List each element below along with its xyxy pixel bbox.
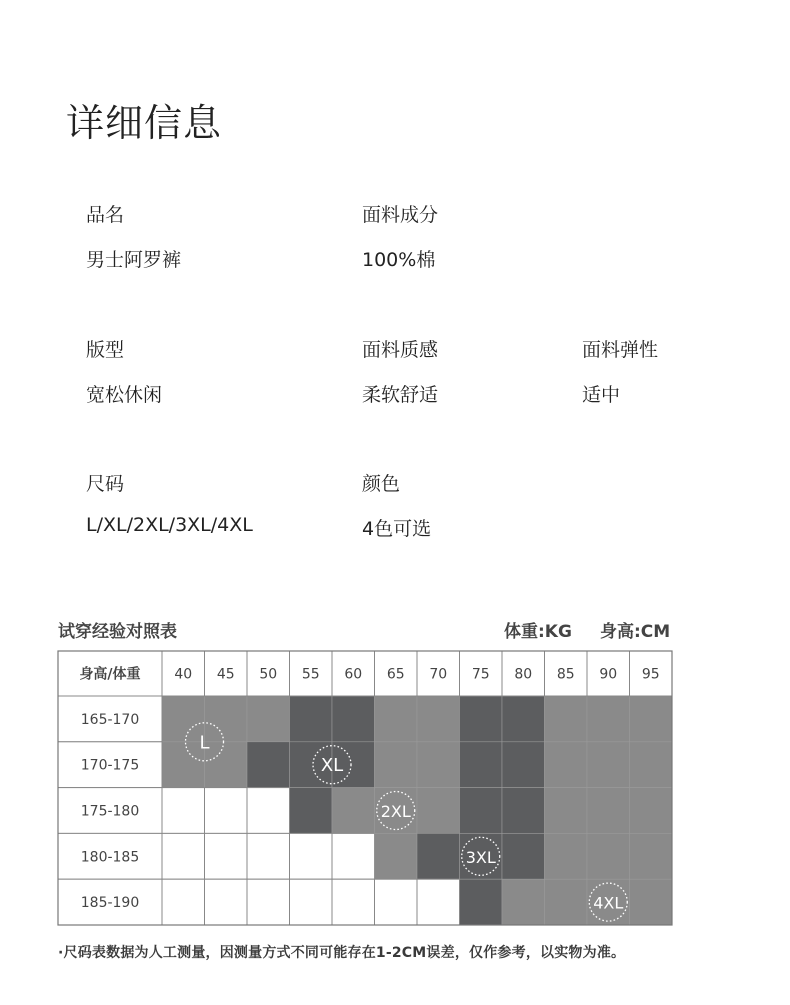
page-title: 详细信息 xyxy=(66,101,223,145)
detail-label: 尺码 xyxy=(86,473,125,495)
size-cell xyxy=(587,696,630,742)
height-label: 180-185 xyxy=(80,849,140,866)
size-cell xyxy=(545,742,588,788)
header-row xyxy=(58,651,672,696)
size-cell xyxy=(417,879,460,925)
size-cell xyxy=(290,879,333,925)
measurement-note: ·尺码表数据为人工测量，因测量方式不同可能存在1-2CM误差，仅作参考，以实物为准。 xyxy=(58,945,626,961)
size-cell xyxy=(630,742,673,788)
size-cell xyxy=(162,742,205,788)
weight-label: 75 xyxy=(471,666,490,683)
size-cell xyxy=(460,879,503,925)
detail-value: 男士阿罗裤 xyxy=(86,249,182,271)
weight-label: 70 xyxy=(429,666,448,683)
size-cell xyxy=(587,742,630,788)
size-cell xyxy=(290,833,333,879)
size-chart-title: 试穿经验对照表 xyxy=(58,622,177,642)
size-badge-label: 3XL xyxy=(465,847,496,867)
size-cell xyxy=(162,833,205,879)
size-cell xyxy=(630,879,673,925)
size-cell xyxy=(417,788,460,834)
height-unit-label: 身高:CM xyxy=(600,622,671,642)
size-cell xyxy=(290,788,333,834)
size-badge-label: XL xyxy=(320,755,344,777)
size-badge-label: L xyxy=(199,732,210,754)
detail-value: 适中 xyxy=(582,384,621,406)
size-cell xyxy=(375,696,418,742)
size-cell xyxy=(247,696,290,742)
size-cell xyxy=(502,696,545,742)
weight-label: 95 xyxy=(641,666,660,683)
size-cell xyxy=(630,833,673,879)
detail-label: 颜色 xyxy=(362,473,401,495)
size-cell xyxy=(460,742,503,788)
weight-unit-label: 体重:KG xyxy=(504,622,572,642)
height-label: 185-190 xyxy=(80,895,140,912)
height-label: 170-175 xyxy=(80,757,140,774)
size-badge-label: 4XL xyxy=(593,893,624,913)
size-cell xyxy=(162,788,205,834)
size-cell xyxy=(205,742,248,788)
size-cell xyxy=(162,879,205,925)
size-cell xyxy=(545,788,588,834)
size-cell xyxy=(247,879,290,925)
size-cell xyxy=(332,696,375,742)
detail-value: 柔软舒适 xyxy=(362,384,439,406)
size-cell xyxy=(247,788,290,834)
size-cell xyxy=(332,833,375,879)
size-cell xyxy=(290,696,333,742)
detail-label: 面料成分 xyxy=(362,204,439,226)
height-label: 165-170 xyxy=(80,711,140,728)
size-cell xyxy=(332,879,375,925)
size-cell xyxy=(545,696,588,742)
weight-label: 50 xyxy=(259,666,278,683)
size-badge-label: 2XL xyxy=(380,802,411,821)
size-cell xyxy=(502,879,545,925)
size-cell xyxy=(545,879,588,925)
detail-value: 100%棉 xyxy=(362,249,436,271)
weight-label: 45 xyxy=(216,666,235,683)
weight-label: 85 xyxy=(556,666,575,683)
size-cell xyxy=(332,788,375,834)
detail-value: L/XL/2XL/3XL/4XL xyxy=(86,514,253,536)
size-cell xyxy=(205,833,248,879)
weight-label: 65 xyxy=(386,666,405,683)
detail-label: 品名 xyxy=(86,204,125,226)
size-cell xyxy=(162,696,205,742)
weight-label: 55 xyxy=(301,666,320,683)
size-cell xyxy=(375,833,418,879)
size-cell xyxy=(205,879,248,925)
detail-label: 面料质感 xyxy=(362,339,439,361)
size-cell xyxy=(587,788,630,834)
size-cell xyxy=(460,788,503,834)
weight-label: 40 xyxy=(174,666,193,683)
size-cell xyxy=(630,788,673,834)
size-cell xyxy=(375,742,418,788)
size-cell xyxy=(247,742,290,788)
size-cell xyxy=(630,696,673,742)
height-label: 175-180 xyxy=(80,803,140,820)
size-cell xyxy=(460,696,503,742)
size-cell xyxy=(502,742,545,788)
size-cell xyxy=(417,742,460,788)
weight-label: 80 xyxy=(514,666,533,683)
corner-label: 身高/体重 xyxy=(79,666,141,683)
size-cell xyxy=(587,833,630,879)
size-cell xyxy=(502,833,545,879)
size-cell xyxy=(545,833,588,879)
size-cell xyxy=(417,696,460,742)
size-cell xyxy=(502,788,545,834)
weight-label: 90 xyxy=(599,666,618,683)
size-cell xyxy=(375,879,418,925)
detail-label: 版型 xyxy=(86,339,125,361)
detail-value: 4色可选 xyxy=(362,518,432,540)
detail-label: 面料弹性 xyxy=(582,339,659,361)
size-cell xyxy=(247,833,290,879)
size-cell xyxy=(205,788,248,834)
detail-value: 宽松休闲 xyxy=(86,384,163,406)
size-cell xyxy=(417,833,460,879)
size-cell xyxy=(205,696,248,742)
weight-label: 60 xyxy=(344,666,363,683)
